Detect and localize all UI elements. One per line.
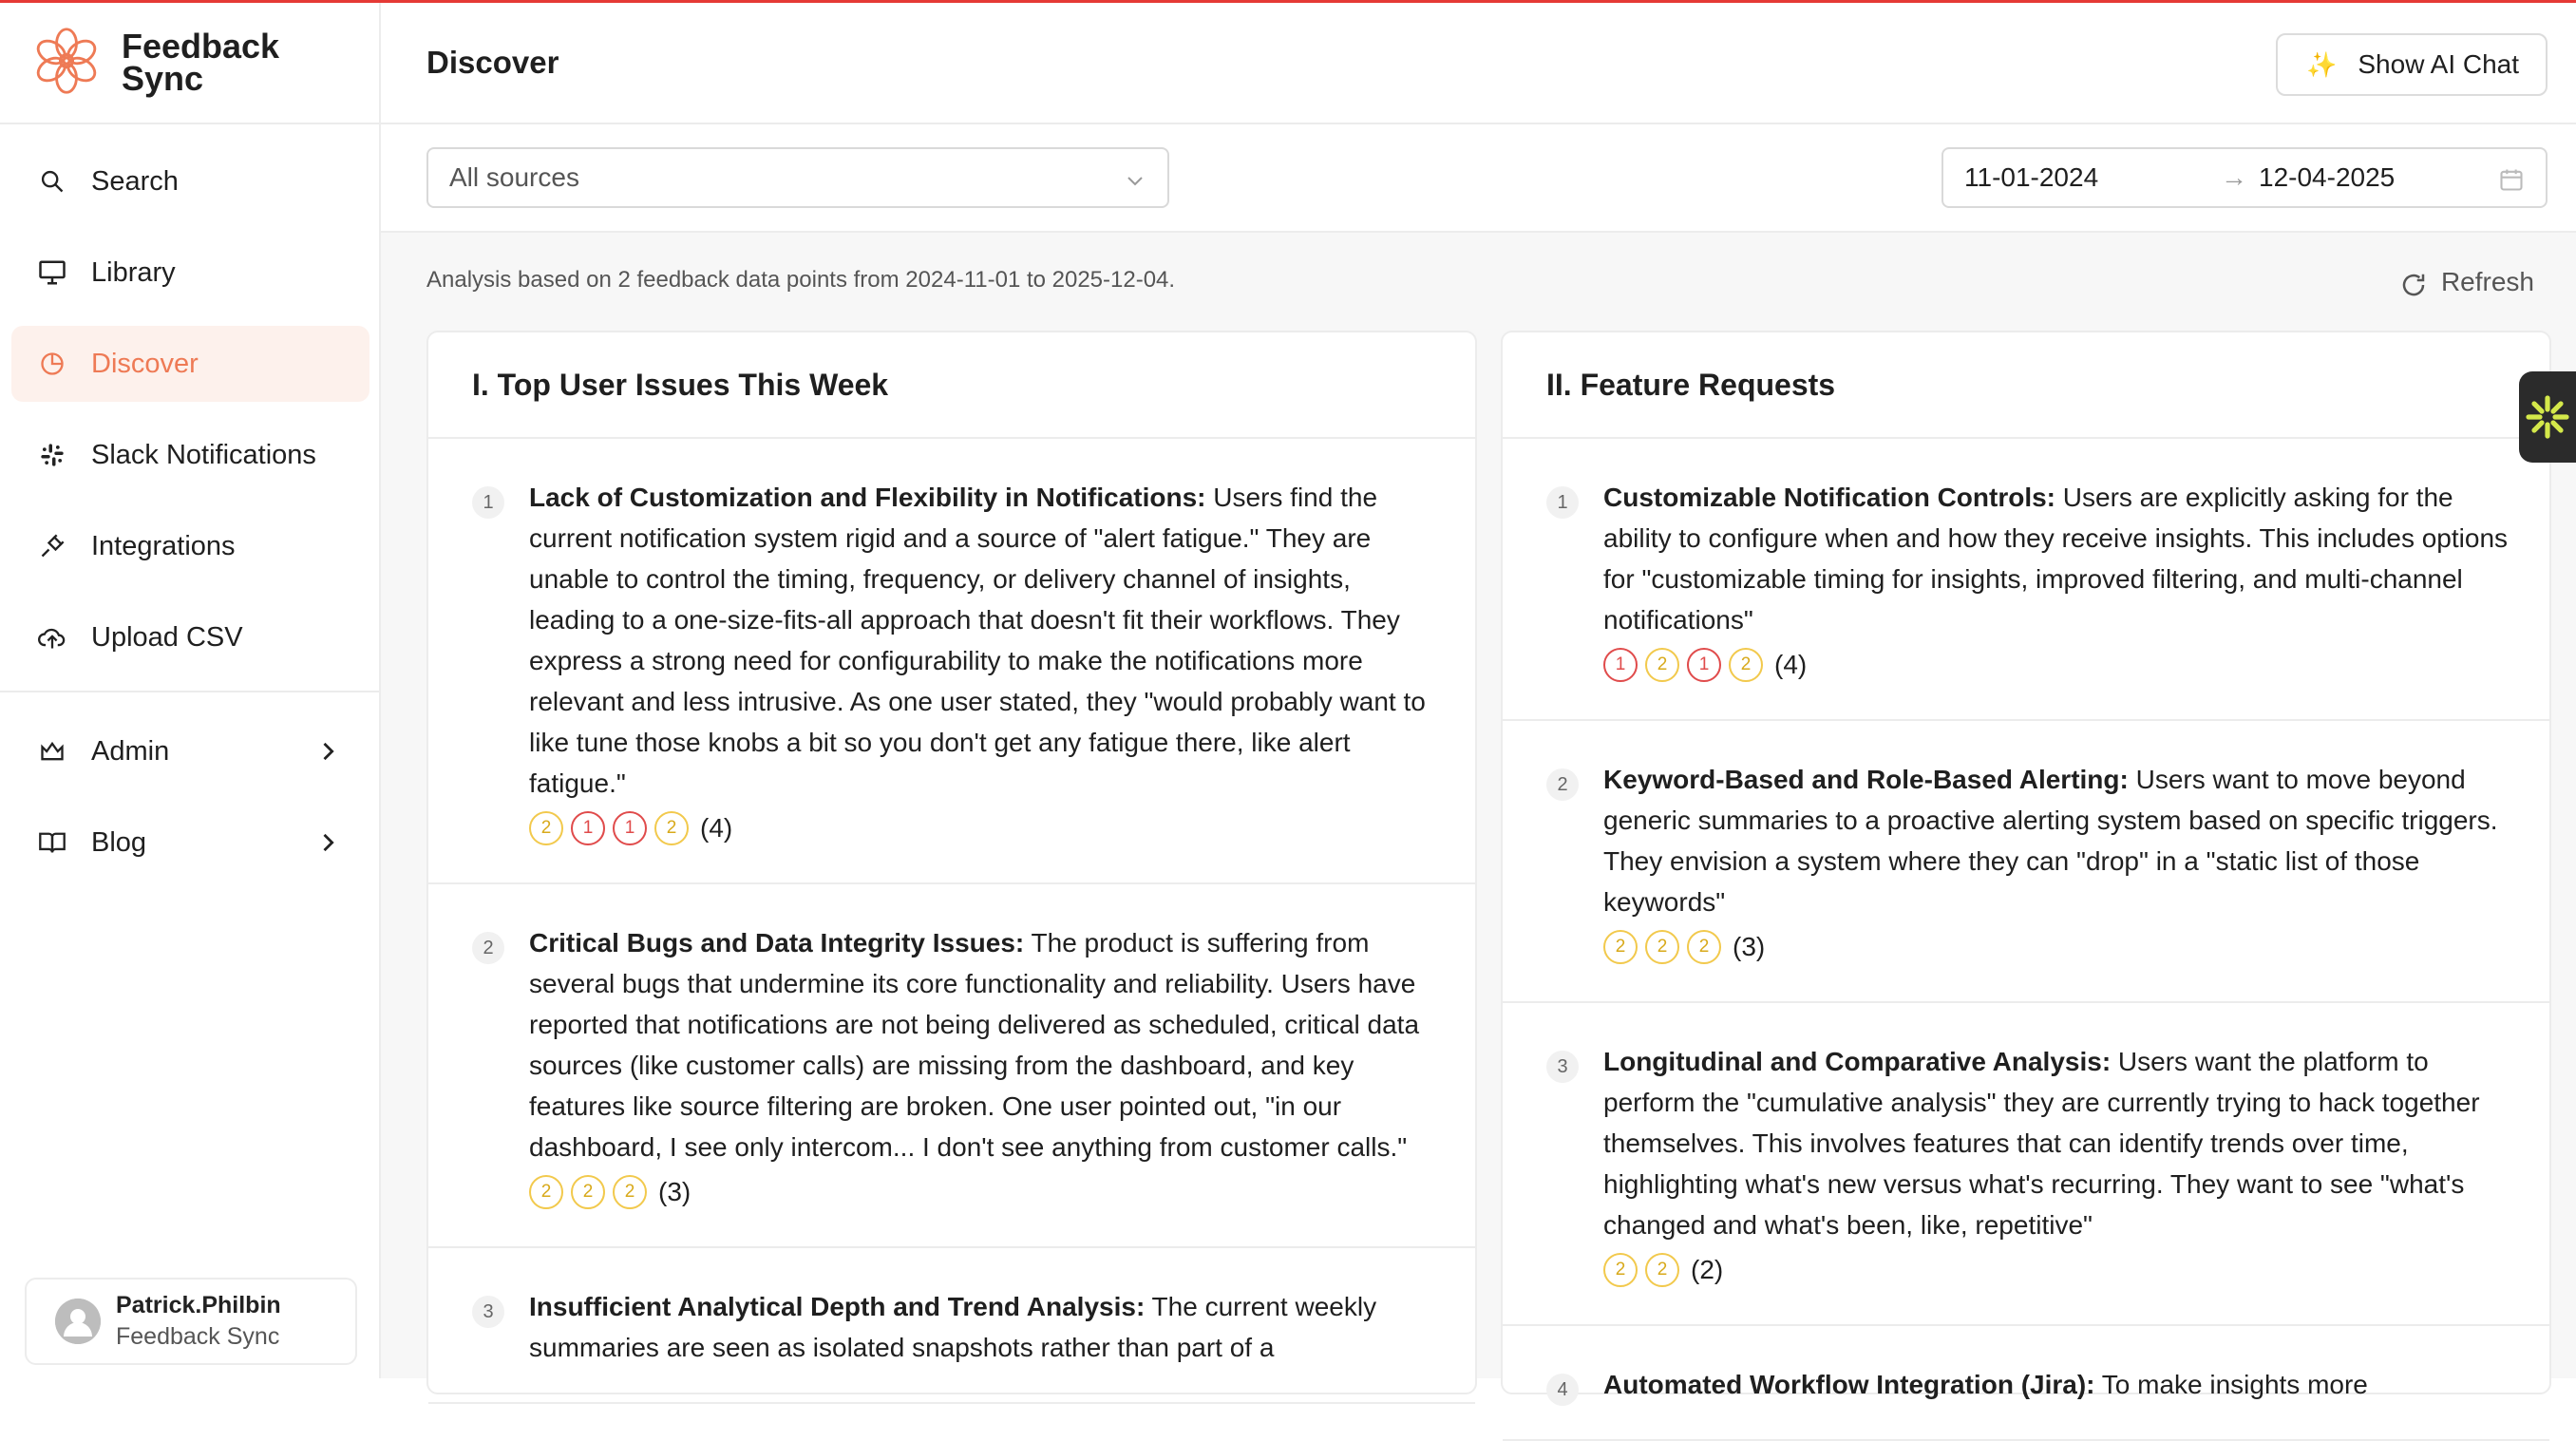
list-item	[1503, 1326, 2549, 1441]
source-badges	[1603, 644, 2511, 685]
sidebar-divider	[0, 691, 379, 692]
brand[interactable]	[0, 3, 379, 124]
source-count: (3)	[658, 1177, 691, 1206]
asterisk-icon	[2525, 394, 2570, 440]
item-heading: Longitudinal and Comparative Analysis:	[1603, 1047, 2112, 1076]
source-badge[interactable]: 2	[571, 1175, 605, 1209]
sidebar-item-label: Integrations	[91, 530, 236, 561]
item-body: Users find the current notification system rigid and a source of "alert fatigue." They are unable to control the timing, frequency, or delivery channel of insights, leading to a one-size-fits-all approach that doesn't fit their workflows. They express a strong need for configurability to make the notifications more relevant and less intrusive. As one user stated, they "would probably want to like tune those knobs a bit so you don't get any fatigue there, like alert fatigue."	[529, 483, 1426, 798]
list-item	[1503, 1003, 2549, 1326]
sidebar-item-label: Search	[91, 165, 179, 197]
chevron-down-icon	[1124, 168, 1146, 191]
search-icon	[38, 167, 66, 196]
date-start-input[interactable]: 11-01-2024	[1964, 162, 2099, 192]
source-count: (4)	[700, 813, 733, 843]
feature-requests-card	[1501, 331, 2551, 1400]
card-title: I. Top User Issues This Week	[428, 332, 1475, 439]
item-heading: Critical Bugs and Data Integrity Issues:	[529, 928, 1025, 958]
source-badge[interactable]: 2	[1645, 648, 1679, 682]
brand-name	[122, 27, 280, 98]
sidebar-item-label: Slack Notifications	[91, 439, 316, 470]
source-badges	[1603, 1249, 2511, 1290]
sidebar-item-library[interactable]	[11, 235, 369, 311]
item-heading: Customizable Notification Controls:	[1603, 483, 2055, 512]
refresh-button[interactable]	[2399, 265, 2534, 299]
item-body: The current weekly summaries are seen as isolated snapshots rather than part of a	[529, 1292, 1377, 1362]
source-badges	[529, 1171, 1437, 1212]
item-number: 3	[1546, 1051, 1579, 1083]
brand-line-1: Feedback	[122, 27, 280, 66]
sidebar-item-label: Admin	[91, 735, 170, 767]
date-range-picker[interactable]	[1941, 147, 2548, 208]
sidebar-item-slack-notifications[interactable]	[11, 417, 369, 493]
pie-chart-icon	[38, 350, 66, 378]
source-badge[interactable]: 2	[529, 1175, 563, 1209]
source-select[interactable]	[426, 147, 1169, 208]
source-badge[interactable]: 2	[1729, 648, 1763, 682]
item-number: 3	[472, 1296, 504, 1328]
source-badge[interactable]: 2	[1687, 930, 1721, 964]
item-body: Users want to move beyond generic summaries to a proactive alerting system based on specific triggers. They envision a system where they can "drop" in a "static list of those keywords"	[1603, 765, 2498, 917]
sidebar-item-label: Library	[91, 256, 176, 288]
source-badge[interactable]: 2	[1645, 1253, 1679, 1287]
cloud-upload-icon	[38, 623, 66, 652]
list-item	[428, 884, 1475, 1248]
sidebar	[0, 3, 381, 1378]
item-number: 2	[1546, 768, 1579, 801]
user-profile-card[interactable]	[25, 1278, 357, 1365]
source-badges	[529, 807, 1437, 848]
item-heading: Automated Workflow Integration (Jira):	[1603, 1370, 2095, 1399]
item-number: 1	[472, 486, 504, 519]
user-name: Patrick.Philbin	[116, 1292, 281, 1318]
item-number: 1	[1546, 486, 1579, 519]
source-badge[interactable]: 1	[613, 811, 647, 845]
calendar-icon[interactable]	[2498, 166, 2525, 193]
feedback-sync-logo-icon	[30, 25, 103, 102]
crown-icon	[38, 737, 66, 766]
item-body: The product is suffering from several bugs that undermine its core functionality and reliability. Users have reported that notifications are not being delivered as scheduled, critical data sources (like customer calls) are missing from the dashboard, and key features like source filtering are broken. One user pointed out, "in our dashboard, I see only intercom... I don't see anything from customer calls."	[529, 928, 1420, 1162]
feedback-widget-button[interactable]	[2519, 371, 2576, 463]
item-body: To make insights more	[2094, 1370, 2368, 1399]
sidebar-item-integrations[interactable]	[11, 508, 369, 584]
show-ai-chat-label: Show AI Chat	[2358, 49, 2520, 79]
item-heading: Lack of Customization and Flexibility in Notifications:	[529, 483, 1206, 512]
source-count: (3)	[1733, 932, 1766, 961]
source-badge[interactable]: 2	[1603, 1253, 1638, 1287]
page-header	[381, 3, 2576, 124]
sidebar-item-discover[interactable]	[11, 326, 369, 402]
source-badge[interactable]: 2	[654, 811, 689, 845]
sidebar-item-label: Upload CSV	[91, 621, 243, 653]
brand-line-2: Sync	[122, 59, 204, 98]
item-heading: Insufficient Analytical Depth and Trend Analysis:	[529, 1292, 1146, 1321]
sidebar-item-blog[interactable]	[11, 805, 369, 881]
source-count: (2)	[1691, 1255, 1724, 1284]
chevron-right-icon	[314, 738, 341, 765]
source-badges	[1603, 926, 2511, 967]
item-number: 2	[472, 932, 504, 964]
source-count: (4)	[1774, 650, 1808, 679]
sidebar-item-admin[interactable]	[11, 713, 369, 789]
source-badge[interactable]: 2	[1603, 930, 1638, 964]
source-badge[interactable]: 1	[571, 811, 605, 845]
item-body: Users want the platform to perform the "cumulative analysis" they are currently trying to hack together themselves. This involves features that can identify trends over time, highlighting what's new versus what's recurring. They want to see "what's changed and what's been, like, repetitive"	[1603, 1047, 2480, 1240]
date-end-input[interactable]: 12-04-2025	[2259, 162, 2396, 192]
list-item	[1503, 721, 2549, 1003]
top-user-issues-card	[426, 331, 1477, 1394]
source-badge[interactable]: 2	[529, 811, 563, 845]
card-title: II. Feature Requests	[1503, 332, 2549, 439]
sidebar-item-label: Blog	[91, 826, 147, 858]
source-badge[interactable]: 1	[1687, 648, 1721, 682]
main-content	[381, 3, 2576, 1400]
source-badge[interactable]: 2	[1645, 930, 1679, 964]
item-number: 4	[1546, 1374, 1579, 1406]
item-heading: Keyword-Based and Role-Based Alerting:	[1603, 765, 2129, 794]
item-body: Users are explicitly asking for the ability to configure when and how they receive insights. This includes options for "customizable timing for insights, improved filtering, and multi-channel notifications"	[1603, 483, 2509, 635]
sidebar-item-search[interactable]	[11, 143, 369, 219]
list-item	[428, 1248, 1475, 1404]
list-item	[1503, 439, 2549, 721]
plug-icon	[38, 532, 66, 560]
arrow-right-icon: →	[2221, 162, 2247, 192]
refresh-label: Refresh	[2440, 267, 2534, 296]
slack-icon	[38, 441, 66, 469]
page-title: Discover	[426, 45, 559, 80]
sparkle-icon: ✨	[2306, 49, 2338, 79]
analysis-summary-text: Analysis based on 2 feedback data points from 2024-11-01 to 2025-12-04.	[426, 267, 1176, 293]
filter-bar	[381, 124, 2576, 233]
chevron-right-icon	[314, 829, 341, 856]
sidebar-nav	[0, 124, 379, 881]
source-badge[interactable]: 2	[613, 1175, 647, 1209]
source-select-value: All sources	[449, 162, 579, 192]
avatar	[55, 1299, 101, 1344]
source-badge[interactable]: 1	[1603, 648, 1638, 682]
refresh-icon	[2399, 271, 2428, 299]
monitor-icon	[38, 258, 66, 287]
list-item	[428, 439, 1475, 884]
book-icon	[38, 828, 66, 857]
user-org: Feedback Sync	[116, 1323, 280, 1350]
sidebar-item-label: Discover	[91, 348, 199, 379]
show-ai-chat-button[interactable]	[2276, 33, 2548, 96]
sidebar-item-upload-csv[interactable]	[11, 599, 369, 675]
